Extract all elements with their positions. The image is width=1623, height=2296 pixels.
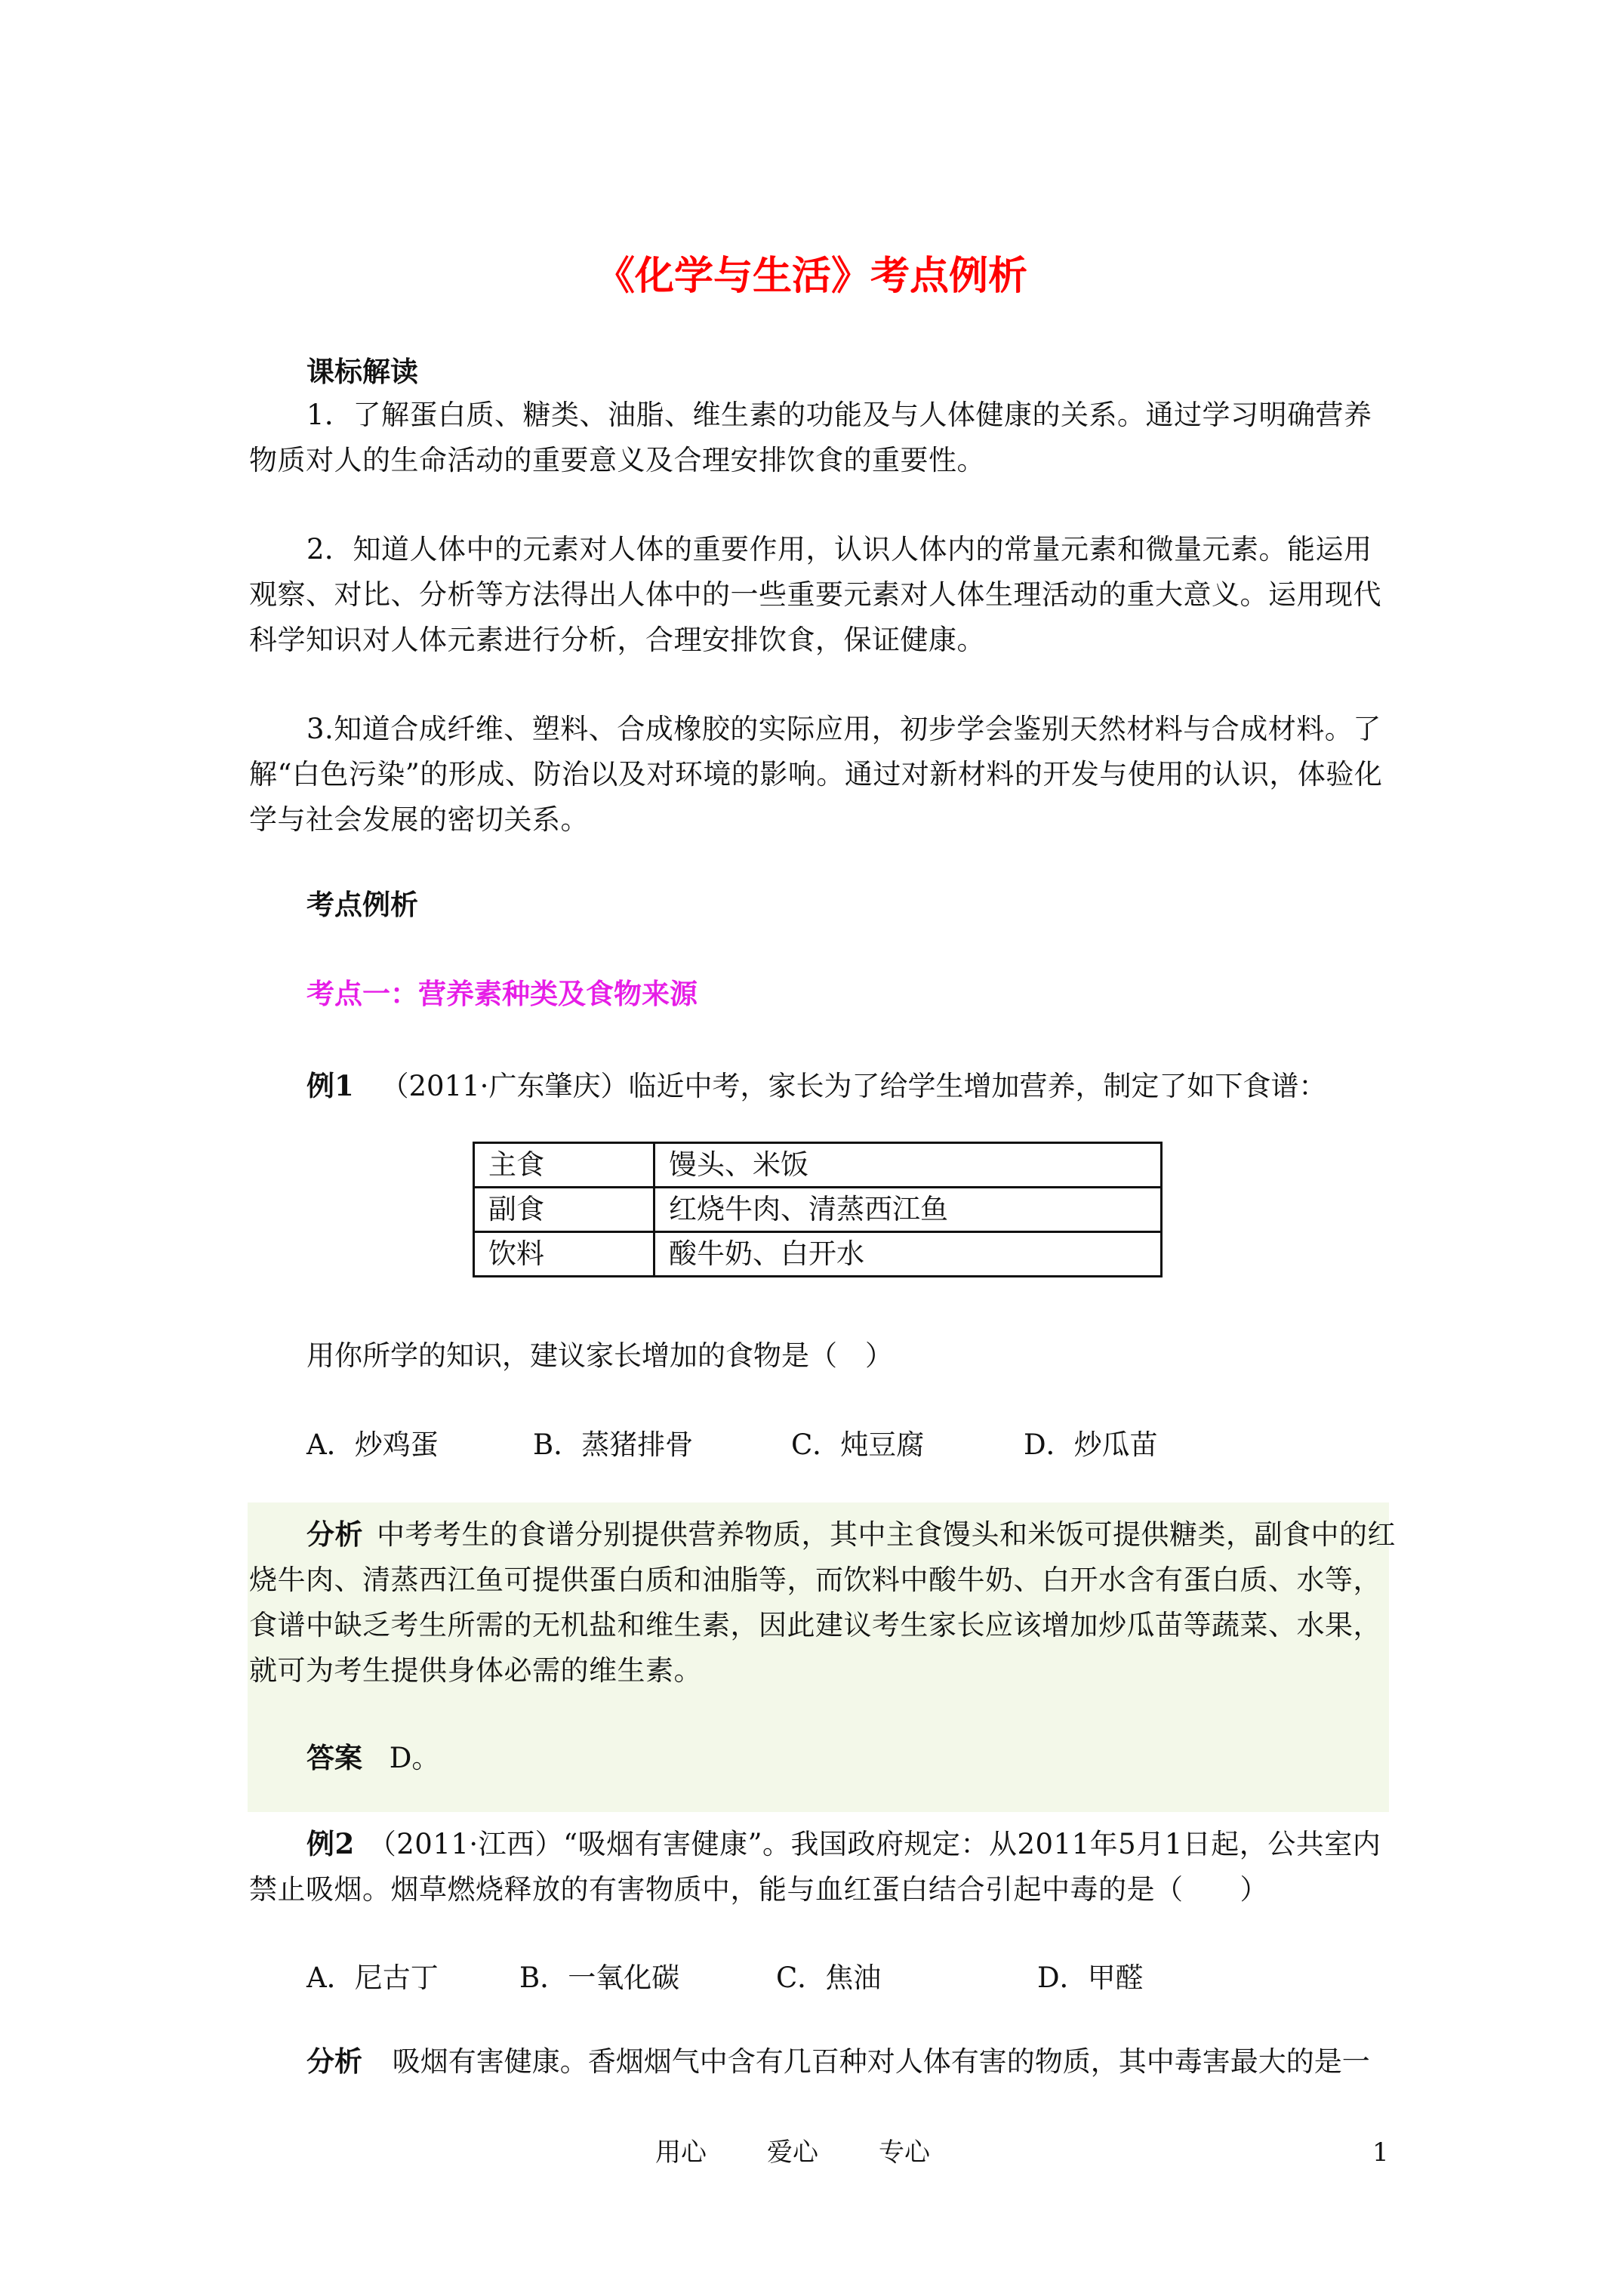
option-d: D．炒瓜苗 xyxy=(1024,1428,1158,1461)
table-cell-value: 红烧牛肉、清蒸西江鱼 xyxy=(654,1188,1162,1232)
example-1-text: （2011·广东肇庆）临近中考，家长为了给学生增加营养，制定了如下食谱： xyxy=(380,1070,1327,1102)
example-2-stem xyxy=(249,1821,1397,1912)
kaodian-1-heading: 考点一：营养素种类及食物来源 xyxy=(306,977,698,1010)
kebiao-item-text: 3.知道合成纤维、塑料、合成橡胶的实际应用，初步学会鉴别天然材料与合成材料。了解“白色污染”的形成、防治以及对环境的影响。通过对新材料的开发与使用的认识，体验化学与社会发展的密切关系。 xyxy=(249,713,1383,836)
table-row xyxy=(474,1143,1162,1188)
footer-word: 爱心 xyxy=(767,2137,818,2168)
analysis-text: 吸烟有害健康。香烟烟气中含有几百种对人体有害的物质，其中毒害最大的是一 xyxy=(392,2045,1370,2078)
section-heading-kebiao: 课标解读 xyxy=(306,355,418,388)
table-row xyxy=(474,1232,1162,1277)
kebiao-item-1 xyxy=(249,393,1397,483)
analysis-label: 分析 xyxy=(306,2045,362,2078)
kebiao-item-3 xyxy=(249,707,1397,843)
example-1-analysis xyxy=(249,1512,1397,1693)
answer-label: 答案 xyxy=(306,1741,362,1774)
example-2-analysis xyxy=(306,2039,1370,2085)
table-cell-value: 馒头、米饭 xyxy=(654,1143,1162,1188)
table-cell-key: 饮料 xyxy=(474,1232,654,1277)
analysis-label: 分析 xyxy=(306,1518,363,1551)
example-2-options xyxy=(0,1955,1623,2001)
example-1-answer xyxy=(306,1735,439,1781)
menu-table xyxy=(473,1142,1163,1277)
example-1-label: 例1 xyxy=(306,1069,354,1102)
footer-word: 用心 xyxy=(655,2137,707,2168)
option-a: A．炒鸡蛋 xyxy=(306,1428,439,1461)
page-title: 《化学与生活》考点例析 xyxy=(595,253,1027,299)
kebiao-item-text: 2．知道人体中的元素对人体的重要作用，认识人体内的常量元素和微量元素。能运用观察、对比、分析等方法得出人体中的一些重要元素对人体生理活动的重大意义。运用现代科学知识对人体元素进行分析，合理安排饮食，保证健康。 xyxy=(249,533,1381,656)
option-b: B．蒸猪排骨 xyxy=(533,1428,694,1461)
example-1-stem xyxy=(306,1063,1326,1109)
table-cell-key: 副食 xyxy=(474,1188,654,1232)
analysis-text: 中考考生的食谱分别提供营养物质，其中主食馒头和米饭可提供糖类，副食中的红烧牛肉、清蒸西江鱼可提供蛋白质和油脂等，而饮料中酸牛奶、白开水含有蛋白质、水等，食谱中缺乏考生所需的无机盐和维生素，因此建议考生家长应该增加炒瓜苗等蔬菜、水果，就可为考生提供身体必需的维生素。 xyxy=(249,1518,1396,1687)
option-a: A．尼古丁 xyxy=(306,1962,439,1994)
footer-word: 专心 xyxy=(879,2137,930,2168)
kebiao-item-2 xyxy=(249,527,1397,663)
table-row xyxy=(474,1188,1162,1232)
option-b: B．一氧化碳 xyxy=(519,1962,680,1994)
example-2-label: 例2 xyxy=(306,1827,355,1860)
table-cell-key: 主食 xyxy=(474,1143,654,1188)
table-cell-value: 酸牛奶、白开水 xyxy=(654,1232,1162,1277)
example-1-question: 用你所学的知识，建议家长增加的食物是（ ） xyxy=(306,1339,893,1372)
option-d: D．甲醛 xyxy=(1037,1962,1144,1994)
kebiao-item-text: 1．了解蛋白质、糖类、油脂、维生素的功能及与人体健康的关系。通过学习明确营养物质对人的生命活动的重要意义及合理安排饮食的重要性。 xyxy=(249,399,1372,476)
option-c: C．焦油 xyxy=(776,1962,882,1994)
answer-text: D。 xyxy=(389,1742,440,1774)
section-heading-kaodian: 考点例析 xyxy=(306,888,418,921)
example-2-text: （2011·江西）“吸烟有害健康”。我国政府规定：从2011年5月1日起，公共室内禁止吸烟。烟草燃烧释放的有害物质中，能与血红蛋白结合引起中毒的是（ ） xyxy=(249,1828,1381,1906)
page-number: 1 xyxy=(1372,2137,1389,2168)
option-c: C．炖豆腐 xyxy=(791,1428,925,1461)
example-1-options xyxy=(0,1422,1623,1468)
